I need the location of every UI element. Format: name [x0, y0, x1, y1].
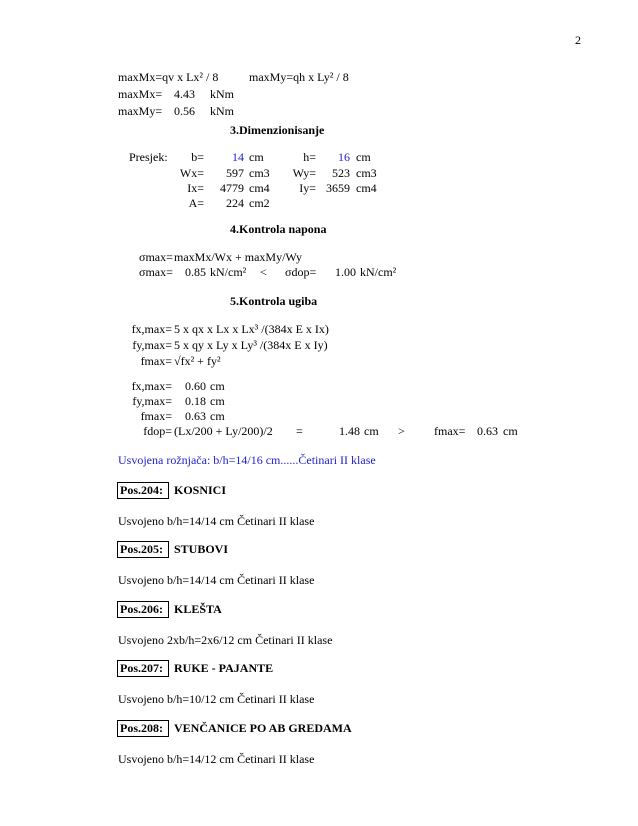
b-label: b=: [191, 150, 204, 164]
pos-204-code: Pos.204:: [117, 482, 169, 499]
pos-205-code: Pos.205:: [117, 541, 169, 558]
stress-heading: 4.Kontrola napona: [230, 222, 327, 236]
fy-formula-label: fy,max=: [132, 338, 172, 352]
pos-206-code: Pos.206:: [117, 601, 169, 618]
pos-207-title: RUKE - PAJANTE: [174, 661, 274, 675]
fmax-value: 0.63: [185, 409, 206, 423]
pos-205-title: STUBOVI: [174, 542, 229, 556]
fx-formula: 5 x qx x Lx x Lx³ /(384x E x Ix): [174, 322, 329, 336]
fx-value: 0.60: [185, 379, 206, 393]
iy-label: Iy=: [299, 181, 316, 195]
pos-206-text: Usvojeno 2xb/h=2x6/12 cm Četinari II klase: [118, 633, 333, 647]
my-label: maxMy=: [118, 104, 163, 118]
ix-value: 4779: [220, 181, 244, 195]
iy-value: 3659: [326, 181, 350, 195]
page-number: 2: [575, 33, 581, 47]
pos-204-title: KOSNICI: [174, 483, 227, 497]
fmax-formula-label: fmax=: [140, 354, 172, 368]
mx-unit: kNm: [210, 87, 234, 101]
fmax-unit: cm: [210, 409, 225, 423]
fdop-formula: (Lx/200 + Ly/200)/2: [174, 424, 273, 438]
pos-206-title: KLEŠTA: [174, 602, 222, 616]
fdop-label: fdop=: [143, 424, 172, 438]
fmax2-value: 0.63: [477, 424, 498, 438]
mx-label: maxMx=: [118, 87, 163, 101]
wx-value: 597: [226, 166, 244, 180]
ix-unit: cm4: [249, 181, 270, 195]
my-formula: maxMy=qh x Ly² / 8: [249, 70, 349, 84]
mx-value: 4.43: [174, 87, 195, 101]
h-value: 16: [338, 150, 350, 164]
h-label: h=: [303, 150, 316, 164]
deflection-heading: 5.Kontrola ugiba: [230, 294, 318, 308]
pos-207-code: Pos.207:: [117, 660, 169, 677]
stress-allow-unit: kN/cm²: [360, 265, 397, 279]
fx-label: fx,max=: [131, 379, 172, 393]
a-unit: cm2: [249, 196, 270, 210]
pos-208-code: Pos.208:: [117, 720, 169, 737]
stress-formula: maxMx/Wx + maxMy/Wy: [174, 250, 303, 264]
pos-208-text: Usvojeno b/h=14/12 cm Četinari II klase: [118, 752, 315, 766]
pos-205-text: Usvojeno b/h=14/14 cm Četinari II klase: [118, 573, 315, 587]
fx-formula-label: fx,max=: [131, 322, 172, 336]
b-value: 14: [232, 150, 244, 164]
wy-value: 523: [332, 166, 350, 180]
fdop-value: 1.48: [339, 424, 360, 438]
fdop-equals: =: [296, 424, 303, 438]
wy-unit: cm3: [356, 166, 377, 180]
fdop-unit: cm: [364, 424, 379, 438]
a-label: A=: [188, 196, 204, 210]
fmax-label: fmax=: [140, 409, 172, 423]
fy-label: fy,max=: [132, 394, 172, 408]
deflection-comparator: >: [398, 424, 405, 438]
stress-result-value: 0.85: [185, 265, 206, 279]
stress-formula-label: σmax=: [139, 250, 173, 264]
wx-label: Wx=: [179, 166, 204, 180]
wx-unit: cm3: [249, 166, 270, 180]
my-unit: kNm: [210, 104, 234, 118]
iy-unit: cm4: [356, 181, 377, 195]
ix-label: Ix=: [187, 181, 204, 195]
b-unit: cm: [249, 150, 264, 164]
fx-unit: cm: [210, 379, 225, 393]
stress-allow-value: 1.00: [335, 265, 356, 279]
pos-208-title: VENČANICE PO AB GREDAMA: [174, 721, 352, 735]
fy-formula: 5 x qy x Ly x Ly³ /(384x E x Iy): [174, 338, 328, 352]
fmax-formula: √fx² + fy²: [174, 354, 221, 368]
fy-value: 0.18: [185, 394, 206, 408]
fmax2-label: fmax=: [434, 424, 466, 438]
pos-207-text: Usvojeno b/h=10/12 cm Četinari II klase: [118, 692, 315, 706]
stress-result-unit: kN/cm²: [210, 265, 247, 279]
adopted-purlin: Usvojena rožnjača: b/h=14/16 cm......Četinari II klase: [118, 453, 376, 467]
fy-unit: cm: [210, 394, 225, 408]
wy-label: Wy=: [292, 166, 316, 180]
section-label: Presjek:: [129, 150, 168, 164]
stress-comparator: <: [260, 265, 267, 279]
fmax2-unit: cm: [503, 424, 518, 438]
pos-204-text: Usvojeno b/h=14/14 cm Četinari II klase: [118, 514, 315, 528]
a-value: 224: [226, 196, 244, 210]
stress-allow-label: σdop=: [285, 265, 317, 279]
my-value: 0.56: [174, 104, 195, 118]
mx-formula: maxMx=qv x Lx² / 8: [118, 70, 219, 84]
dimensioning-heading: 3.Dimenzionisanje: [230, 123, 325, 137]
stress-result-label: σmax=: [139, 265, 173, 279]
h-unit: cm: [356, 150, 371, 164]
